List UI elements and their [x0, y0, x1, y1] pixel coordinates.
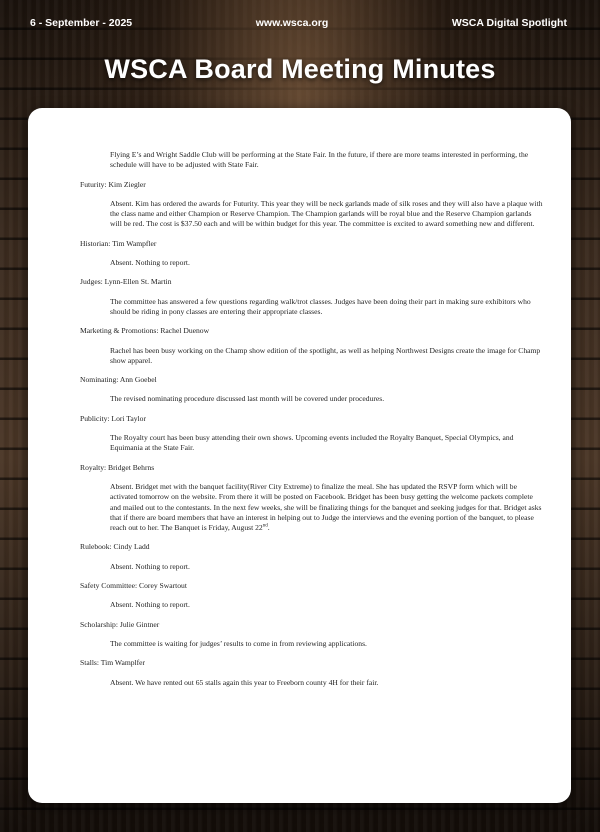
stalls-report: Absent. We have rented out 65 stalls again this year to Freeborn county 4H for their fair. — [110, 677, 379, 687]
top-bar — [0, 0, 600, 46]
minutes-page — [28, 108, 571, 803]
publicity-report: The Royalty court has been busy attending their own shows. Upcoming events included the Royalty Banquet, Special Olympics, and Equimania at the State Fair. — [110, 433, 514, 453]
futurity-report: Absent. Kim has ordered the awards for Futurity. This year they will be neck garlands made of silk roses and they will also have a plaque with the class name and either Champion or Reserve Champion. The Champion garlands will be royal blue and the Reserve Champion garlands will be red. The cost is $37.50 each and will be within budget for this year. The committee is excited to award something new and different. — [110, 198, 543, 229]
royalty-heading: Royalty: Bridget Behrns — [80, 462, 155, 472]
royalty-report-text: Absent. Bridget met with the banquet facility(River City Extreme) to finalize the meal. She has updated the RSVP form which will be activated tomorrow on the website. From there it will be posted on Facebook. Bridget has been busy getting the welcome packets complete and mailed out to the contestants. In the next few weeks, she will be finalizing things for the banquet and seeking judges for that. Bridget asks that if there are board members that have an interest in helping out to Judge the interviews and the evening portion of the banquet, to please reach out to her. The Banquet is Friday, August 22 — [110, 481, 542, 533]
page-title: WSCA Board Meeting Minutes — [104, 54, 496, 84]
rulebook-report: Absent. Nothing to report. — [110, 561, 190, 571]
nominating-heading: Nominating: Ann Goebel — [80, 375, 157, 385]
historian-heading: Historian: Tim Wampfler — [80, 238, 157, 248]
historian-report: Absent. Nothing to report. — [110, 258, 190, 268]
futurity-heading: Futurity: Kim Ziegler — [80, 179, 146, 189]
website-link[interactable]: www.wsca.org — [255, 17, 329, 29]
nominating-report: The revised nominating procedure discussed last month will be covered under procedures. — [110, 394, 385, 404]
scholarship-heading: Scholarship: Julie Gintner — [80, 619, 160, 629]
judges-report: The committee has answered a few questions regarding walk/trot classes. Judges have been doing their part in making sure exhibitors who should be riding in pony classes are entering their appropriate classes. — [110, 296, 531, 316]
intro-paragraph: Flying E’s and Wright Saddle Club will be performing at the State Fair. In the future, if there are more teams interested in performing, the schedule will have to be adjusted with State Fair. — [110, 150, 529, 170]
rulebook-heading: Rulebook: Cindy Ladd — [80, 542, 150, 552]
stalls-heading: Stalls: Tim Wamplfer — [80, 658, 146, 668]
royalty-report-end: . — [267, 523, 270, 533]
royalty-report — [110, 482, 543, 533]
publicity-heading: Publicity: Lori Taylor — [80, 413, 146, 423]
safety-report: Absent. Nothing to report. — [110, 600, 190, 610]
scholarship-report: The committee is waiting for judges’ results to come in from reviewing applications. — [110, 638, 367, 648]
ordinal-suffix: nd — [262, 523, 268, 529]
marketing-heading: Marketing & Promotions: Rachel Duenow — [80, 326, 210, 336]
safety-heading: Safety Committee: Corey Swartout — [80, 581, 187, 591]
judges-heading: Judges: Lynn-Ellen St. Martin — [80, 277, 172, 287]
publication-name: WSCA Digital Spotlight — [451, 17, 567, 29]
marketing-report: Rachel has been busy working on the Champ show edition of the spotlight, as well as helping Northwest Designs create the image for Champ show apparel. — [110, 345, 541, 365]
issue-date: 6 - September - 2025 — [30, 17, 133, 29]
